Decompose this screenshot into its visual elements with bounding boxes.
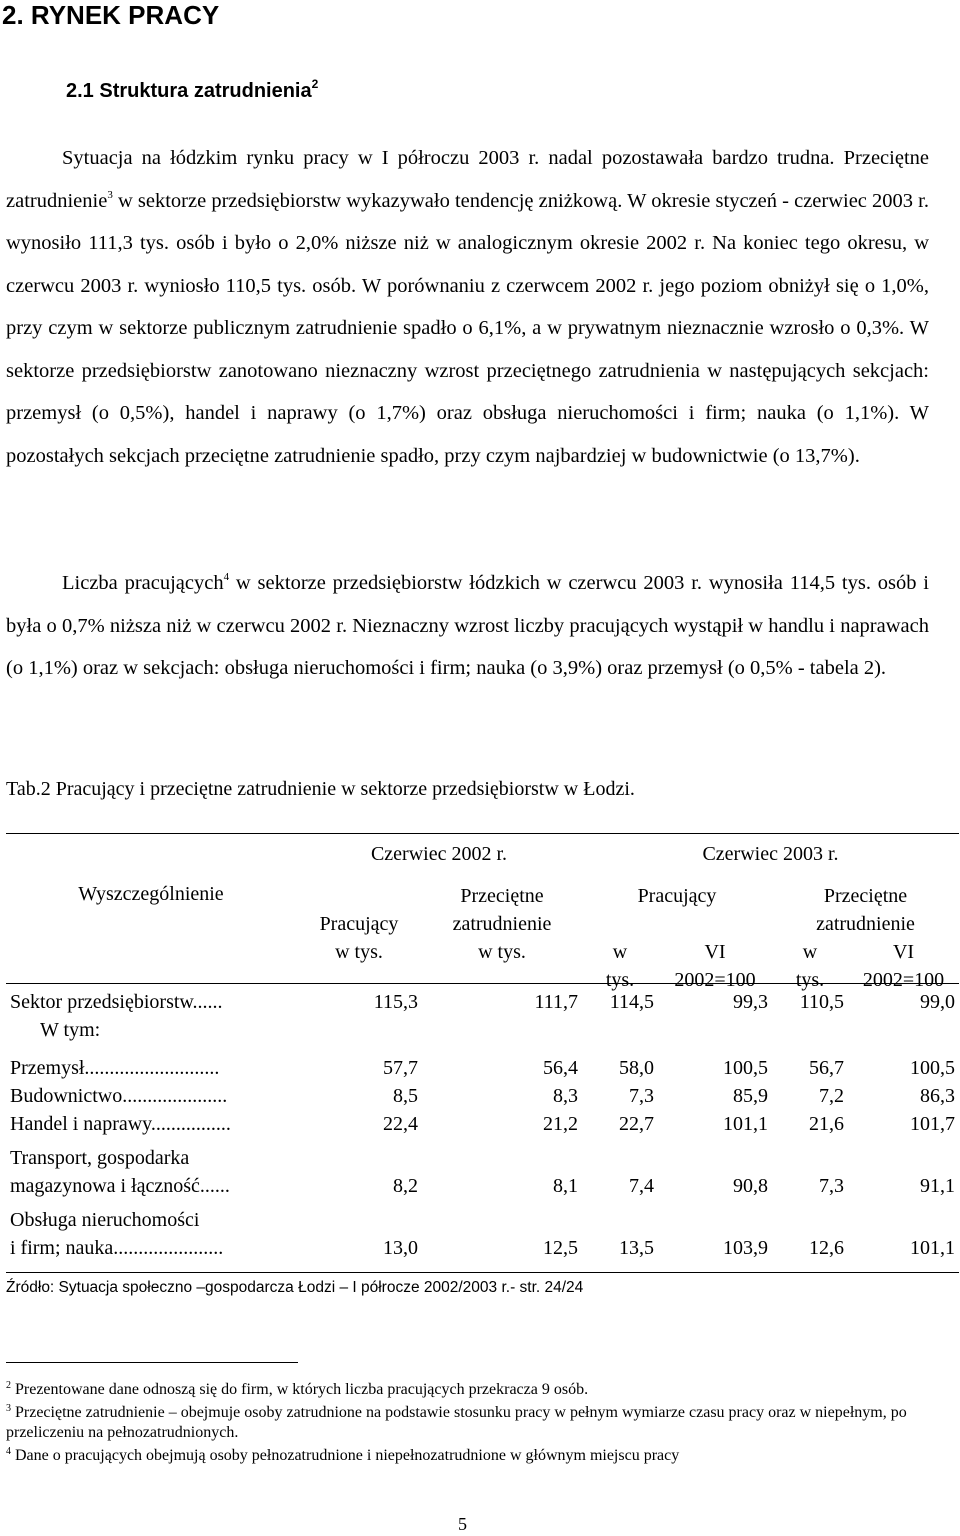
- paragraph-1-part-a: Sytuacja na łódzkim rynku pracy w I półroczu 2003 r. nadal pozostawała bardzo trudna. Przeciętne zatrudnienie: [6, 147, 929, 212]
- value-cell: 12,6: [772, 1200, 848, 1273]
- footnote-text: Dane o pracujących obejmują osoby pełnozatrudnione i niepełnozatrudnione w głównym miejscu pracy: [15, 1447, 680, 1464]
- value-cell: [772, 1016, 848, 1044]
- value-cell: 114,5: [609, 991, 654, 1013]
- value-cell: 101,1: [723, 1113, 768, 1135]
- table-source: Źródło: Sytuacja społeczno –gospodarcza Łodzi – I półrocze 2002/2003 r.- str. 24/24: [6, 1279, 584, 1296]
- row-label-line: W tym:: [40, 1019, 101, 1041]
- value-cell: 91,1: [920, 1175, 955, 1197]
- header-vi-base-a: [658, 938, 772, 994]
- header-pracujacy-2002: [296, 910, 422, 966]
- header-tys: tys.: [605, 969, 635, 991]
- table-row: [6, 1138, 959, 1200]
- value-cell: 99,3: [733, 991, 768, 1013]
- footnote-number: 4: [6, 1446, 11, 1457]
- row-label: [6, 1110, 296, 1138]
- footnote-ref-3: 3: [107, 188, 113, 201]
- value-cell: [848, 1016, 959, 1044]
- footnote-ref-2: 2: [311, 77, 319, 91]
- paragraph-1: [6, 137, 929, 477]
- header-pracujacy-2003: Pracujący: [637, 885, 717, 907]
- paragraph-2: [6, 562, 929, 690]
- header-w-tys-2003-b: [772, 938, 848, 994]
- value-cell: 103,9: [658, 1200, 772, 1273]
- value-cell: 22,4: [383, 1113, 418, 1135]
- paragraph-1-part-b: w sektorze przedsiębiorstw wykazywało tendencję zniżkową. W okresie styczeń - czerwiec 2003 r. wynosiło 111,3 tys. osób i było o 2,0% niższe niż w analogicznym okresie 2002 r. Na koniec tego okresu, w czerwcu 2003 r. wyniosło 110,5 tys. osób. W porównaniu z czerwcem 2002 r. jego poziom obniżył się o 1,0%, przy czym w sektorze publicznym zatrudnienie spadło o 6,1%, a w prywatnym nieznacznie wzrosło o 0,3%. W sektorze przedsiębiorstw zanotowano nieznaczny wzrost przeciętnego zatrudnienia w następujących sekcjach: przemysł (o 0,5%), handel i naprawy (o 1,7%) oraz obsługa nieruchomości i firm; nauka (o 1,1%). W pozostałych sekcjach przeciętne zatrudnienie spadło, przy czym najbardziej w budownictwie (o 13,7%).: [6, 189, 929, 467]
- value-cell: 21,2: [543, 1113, 578, 1135]
- header-base: 2002=100: [674, 969, 756, 991]
- header-w-tys: w tys.: [335, 941, 383, 963]
- header-przecietne-2003: [772, 882, 959, 938]
- row-label: [6, 984, 296, 1017]
- header-vi-base-b: [848, 938, 959, 994]
- header-cell-label: [6, 834, 296, 984]
- value-cell: 8,5: [393, 1085, 418, 1107]
- table-row: [6, 1016, 959, 1044]
- footnote-3: [6, 1399, 936, 1443]
- table-row: [6, 1200, 959, 1273]
- value-cell: [296, 1016, 422, 1044]
- employment-table: [6, 833, 959, 1273]
- header-zatrudnienie-label: zatrudnienie: [452, 913, 552, 935]
- footnote-text: Prezentowane dane odnoszą się do firm, w których liczba pracujących przekracza 9 osób.: [15, 1381, 589, 1398]
- value-cell: 101,7: [910, 1113, 955, 1135]
- header-period-2003: Czerwiec 2003 r.: [702, 843, 839, 865]
- value-cell: 22,7: [619, 1113, 654, 1135]
- footnote-2: [6, 1376, 936, 1400]
- row-label: [6, 1200, 296, 1273]
- row-label: [6, 1082, 296, 1110]
- section-heading: [66, 77, 318, 103]
- value-cell: 12,5: [422, 1200, 582, 1273]
- header-wyszczegolnienie: Wyszczególnienie: [78, 883, 224, 905]
- value-cell: 100,5: [723, 1057, 768, 1079]
- footnote-4: [6, 1442, 936, 1466]
- row-label: [6, 1138, 296, 1200]
- row-label-line: Budownictwo.....................: [10, 1085, 228, 1107]
- row-label-line: Handel i naprawy................: [10, 1113, 231, 1135]
- header-pracujacy-label: Pracujący: [319, 913, 399, 935]
- row-label-line: Przemysł...........................: [10, 1057, 220, 1079]
- value-cell: 7,4: [629, 1175, 654, 1197]
- row-label-line: Transport, gospodarka: [10, 1147, 190, 1169]
- header-przecietne-label: Przeciętne: [823, 885, 908, 907]
- row-label-line: Sektor przedsiębiorstw......: [10, 991, 223, 1013]
- value-cell: [422, 1016, 582, 1044]
- footnote-separator: [6, 1362, 298, 1363]
- header-cell-2002: [296, 834, 582, 984]
- value-cell: 56,4: [543, 1057, 578, 1079]
- value-cell: 115,3: [373, 991, 418, 1013]
- footnote-text: Przeciętne zatrudnienie – obejmuje osoby zatrudnione na podstawie stosunku pracy w pełnym wymiarze czasu pracy oraz w niepełnym, po przeliczeniu na pełnozatrudnionych.: [6, 1404, 907, 1441]
- row-label-line: i firm; nauka......................: [10, 1237, 224, 1259]
- table-body: [6, 984, 959, 1273]
- value-cell: [582, 1016, 658, 1044]
- page-number: 5: [458, 1514, 467, 1534]
- value-cell: 7,3: [819, 1175, 844, 1197]
- value-cell: 13,0: [296, 1200, 422, 1273]
- footnote-ref-4: 4: [223, 571, 230, 583]
- footnote-number: 2: [6, 1380, 11, 1391]
- paragraph-2-part-b: w sektorze przedsiębiorstw łódzkich w czerwcu 2003 r. wynosiła 114,5 tys. osób i była o 0,7% niższa niż w czerwcu 2002 r. Nieznaczny wzrost liczby pracujących wystąpił w handlu i naprawach (o 1,1%) oraz w sekcjach: obsługa nieruchomości i firm; nauka (o 3,9%) oraz przemysł (o 0,5% - tabela 2).: [6, 572, 930, 679]
- value-cell: [658, 1016, 772, 1044]
- value-cell: 111,7: [534, 991, 578, 1013]
- value-cell: 8,3: [553, 1085, 578, 1107]
- header-vi: VI: [704, 941, 726, 963]
- header-tys: tys.: [795, 969, 825, 991]
- row-label: [6, 1016, 296, 1044]
- value-cell: 21,6: [809, 1113, 844, 1135]
- header-period-2002: Czerwiec 2002 r.: [370, 843, 508, 865]
- table-caption: Tab.2 Pracujący i przeciętne zatrudnienie w sektorze przedsiębiorstw w Łodzi.: [6, 778, 635, 800]
- header-w: w: [802, 941, 818, 963]
- value-cell: 7,2: [819, 1085, 844, 1107]
- header-vi: VI: [892, 941, 915, 963]
- header-w-tys: w tys.: [478, 941, 526, 963]
- header-przecietne-label: Przeciętne: [460, 885, 544, 907]
- chapter-heading: 2. RYNEK PRACY: [2, 0, 220, 30]
- table-row: [6, 1110, 959, 1138]
- value-cell: 13,5: [582, 1200, 658, 1273]
- value-cell: 57,7: [383, 1057, 418, 1079]
- header-w-tys-2003-a: [582, 938, 658, 994]
- value-cell: 99,0: [920, 991, 955, 1013]
- row-label: [6, 1044, 296, 1082]
- header-zatrudnienie-label: zatrudnienie: [816, 913, 915, 935]
- value-cell: 85,9: [733, 1085, 768, 1107]
- value-cell: 101,1: [848, 1200, 959, 1273]
- header-base: 2002=100: [862, 969, 945, 991]
- header-przecietne-2002: [422, 882, 582, 966]
- table-row: [6, 1082, 959, 1110]
- table-header: [6, 834, 959, 984]
- paragraph-2-part-a: Liczba pracujących: [62, 572, 224, 594]
- footnote-number: 3: [6, 1403, 11, 1414]
- value-cell: 100,5: [910, 1057, 955, 1079]
- value-cell: 110,5: [799, 991, 844, 1013]
- value-cell: 56,7: [809, 1057, 844, 1079]
- row-label-line: magazynowa i łączność......: [10, 1175, 230, 1197]
- row-label-line: Obsługa nieruchomości: [10, 1209, 200, 1231]
- header-cell-2003: [582, 834, 959, 991]
- value-cell: 90,8: [733, 1175, 768, 1197]
- value-cell: 86,3: [920, 1085, 955, 1107]
- value-cell: 58,0: [619, 1057, 654, 1079]
- table-row: [6, 1044, 959, 1082]
- value-cell: 8,1: [553, 1175, 578, 1197]
- value-cell: 7,3: [629, 1085, 654, 1107]
- header-w: w: [612, 941, 628, 963]
- section-heading-text: 2.1 Struktura zatrudnienia: [66, 80, 312, 102]
- value-cell: 8,2: [393, 1175, 418, 1197]
